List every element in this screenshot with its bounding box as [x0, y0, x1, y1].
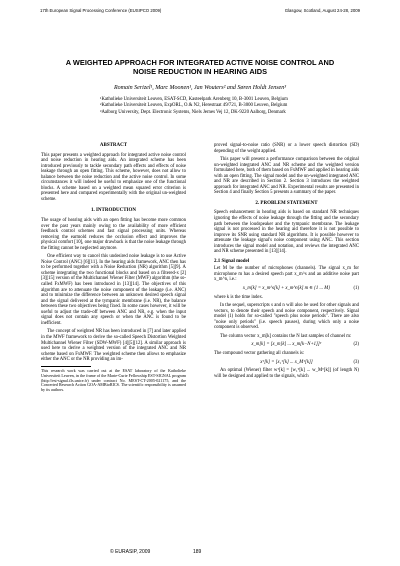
time-index-text: where k is the time index.: [214, 294, 264, 300]
intro-paragraph-2: One efficient way to cancel this undesired noise leakage is to use Active Noise Control (ANC) [6][11]. In the hearing aids framework, ANC then has to be performed together with a Noise Reduction (NR) algorithm [5][9]. A scheme integrating the two functional blocks and based on a filtered-x [2][3][15] version of the Multichannel Wiener Filter (MWF) algorithm (the so-called FxMWF) has been introduced in [13][14]. The objectives of this algorithm are to attenuate the noise component of the leakage (i.e. ANC) and to minimize the difference between an unknown desired speech signal and the signal delivered at the tympanic membrane (i.e. NR), the balance between these two objectives being fixed. In some cases however, it will be useful to adjust the trade-off between ANC and NR, e.g. when the input signal does not contain any speech or when the ANC is found to be inefficient.: [41, 254, 186, 326]
affiliation-3: ³Aalborg University, Dept. Electronic Systems, Niels Jernes Vej 12, DK-9220 Aalborg, Denmark: [100, 109, 286, 115]
conference-location: Glasgow, Scotland, August 24-28, 2009: [284, 8, 360, 13]
left-column: [41, 143, 186, 393]
right-paragraph-2: This paper will present a performance comparison between the original un-weighted integrated ANC and NR scheme and the weighted version formulated here, both of them based on FxMWF and applied in hearing aids with an open fitting. The signal model and the un-weighted integrated ANC and NR are described in Section 2. Section 3 introduces the weighted approach for integrated ANC and NR. Experimental results are presented in Section 4 and finally Section 5 presents a summary of the paper.: [214, 157, 359, 196]
right-column: [214, 143, 359, 382]
equation-3-body: xᵀ[k] = [x₁ᵀ[k] ... x_Mᵀ[k]]: [260, 359, 313, 365]
compound-vector-text: The compound vector gathering all channels is:: [214, 350, 305, 356]
signal-model-heading: 2.1 Signal model: [214, 258, 250, 264]
equation-1-body: x_m[k] = x_m^s[k] + x_m^n[k] m ∈ {1 ... M}: [242, 286, 331, 292]
column-vector-paragraph: The column vector x_m[k] contains the N last samples of channel m:: [220, 333, 352, 339]
equation-2-number: (2): [353, 342, 359, 348]
signal-model-paragraph: Let M be the number of microphones (channels). The signal x_m for microphone m has a desired speech part x_m^s and an additive noise part x_m^n, i.e.:: [214, 266, 359, 283]
author-list: Romain Serizel¹, Marc Moonen¹, Jan Wouters² and Søren Holdt Jensen³: [113, 85, 286, 91]
equation-1-number: (1): [353, 286, 359, 292]
paper-title: [30, 58, 370, 76]
problem-paragraph: Speech enhancement in hearing aids is based on standard NR techniques ignoring the effects of noise leakage through the fitting and the secondary path between the loudspeaker and the tympanic membrane. The leakage signal is not processed in the hearing aid therefore it is not possible to improve its SNR using standard NR algorithms. It is possible however to attenuate the leakage signal's noise component using ANC. This section introduces the signal model and notation, and reviews the integrated ANC and NR scheme presented in [13][14].: [214, 210, 359, 255]
introduction-heading: 1. INTRODUCTION: [90, 208, 136, 214]
intro-paragraph-3: The concept of weighted NR has been introduced in [7] and later applied in the MWF framework to derive the so-called Speech Distortion Weighted Multichannel Wiener Filter (SDW-MWF) [4][5][12]. A similar approach is used here to derive a weighted version of the integrated ANC and NR scheme based on FxMWF. The weighted scheme then allows to emphasize either the ANC or the NR providing an im-: [41, 329, 186, 363]
title-line-2: NOISE REDUCTION IN HEARING AIDS: [133, 67, 267, 76]
page-footer: [0, 549, 400, 557]
problem-statement-heading: 2. PROBLEM STATEMENT: [255, 200, 318, 206]
superscript-paragraph: In the sequel, superscripts s and n will also be used for other signals and vectors, to denote their speech and noise component, respectively. Signal model (1) holds for so-called "speech plus noise periods". There are also "noise only periods" (i.e. speech pauses), during which only a noise component is observed.: [214, 303, 359, 331]
title-line-1: A WEIGHTED APPROACH FOR INTEGRATED ACTIVE NOISE CONTROL AND: [65, 58, 335, 67]
copyright: © EURASIP, 2009: [110, 549, 151, 555]
affiliation-1: ¹Katholieke Universiteit Leuven, ESAT-SCD, Kasteelpark Arenberg 10, B-3001 Leuven, Belgium: [100, 97, 288, 102]
right-paragraph-1: proved signal-to-noise ratio (SNR) or a lower speech distortion (SD) depending of the weight applied.: [214, 143, 359, 154]
equation-2-body: x_m[k] = [x_m[k] ... x_m[k−N+1]]ᵀ: [251, 342, 322, 348]
intro-paragraph-1: The usage of hearing aids with an open fitting has become more common over the past years mainly owing to the availability of more efficient feedback control schemes and fast signal processing units. Whereas removing the earmold reduces the occlusion effect and improves the physical comfort [10], one major drawback is that the noise leakage through the fitting cannot be neglected anymore.: [41, 218, 186, 251]
affiliation-2: ²Katholieke Universiteit Leuven, ExpORL, O.& N2, Herestraat 49/721, B-3000 Leuven, Belgium: [100, 103, 288, 109]
wiener-filter-paragraph: An optimal (Wiener) filter wᵀ[k] = [w₁ᵀ[k] ... w_Mᵀ[k]] (of length N) will be designed and applied to the signals, which: [214, 368, 359, 379]
conference-name: 17th European Signal Processing Conference (EUSIPCO 2009): [40, 8, 162, 13]
equation-2: [214, 342, 359, 348]
footnote: This research work was carried out at the ESAT laboratory of the Katholieke Universiteit Leuven, in the frame of the Marie-Curie Fellowship EST-SIGNAL program (http://est-signal.i3s.unice.fr) under contract No. MEST-CT-2005-021175, and the Concerted Research Action GOA-AMBioRICS. The scientific responsibility is assumed by its authors.: [41, 367, 186, 393]
affiliations: [100, 97, 340, 116]
page-header: [40, 8, 360, 16]
equation-3: [214, 360, 359, 366]
equation-1: [214, 286, 359, 292]
page-number: 189: [193, 549, 202, 555]
abstract-text: This paper presents a weighted approach for integrated active noise control and noise reduction in hearing aids. An integrated scheme has been introduced previously to tackle secondary path effects and effects of noise leakage through an open fitting. This scheme, however, does not allow to balance between the noise reduction and the active noise control. In some circumstances it will indeed be useful to emphasize one of the functional blocks. A scheme based on a weighted mean squared error criterion is presented here and compared experimentally with the original un-weighted scheme.: [41, 152, 186, 202]
abstract-heading: ABSTRACT: [99, 143, 128, 148]
equation-3-number: (3): [353, 359, 359, 365]
footnote-rule: [41, 366, 91, 367]
